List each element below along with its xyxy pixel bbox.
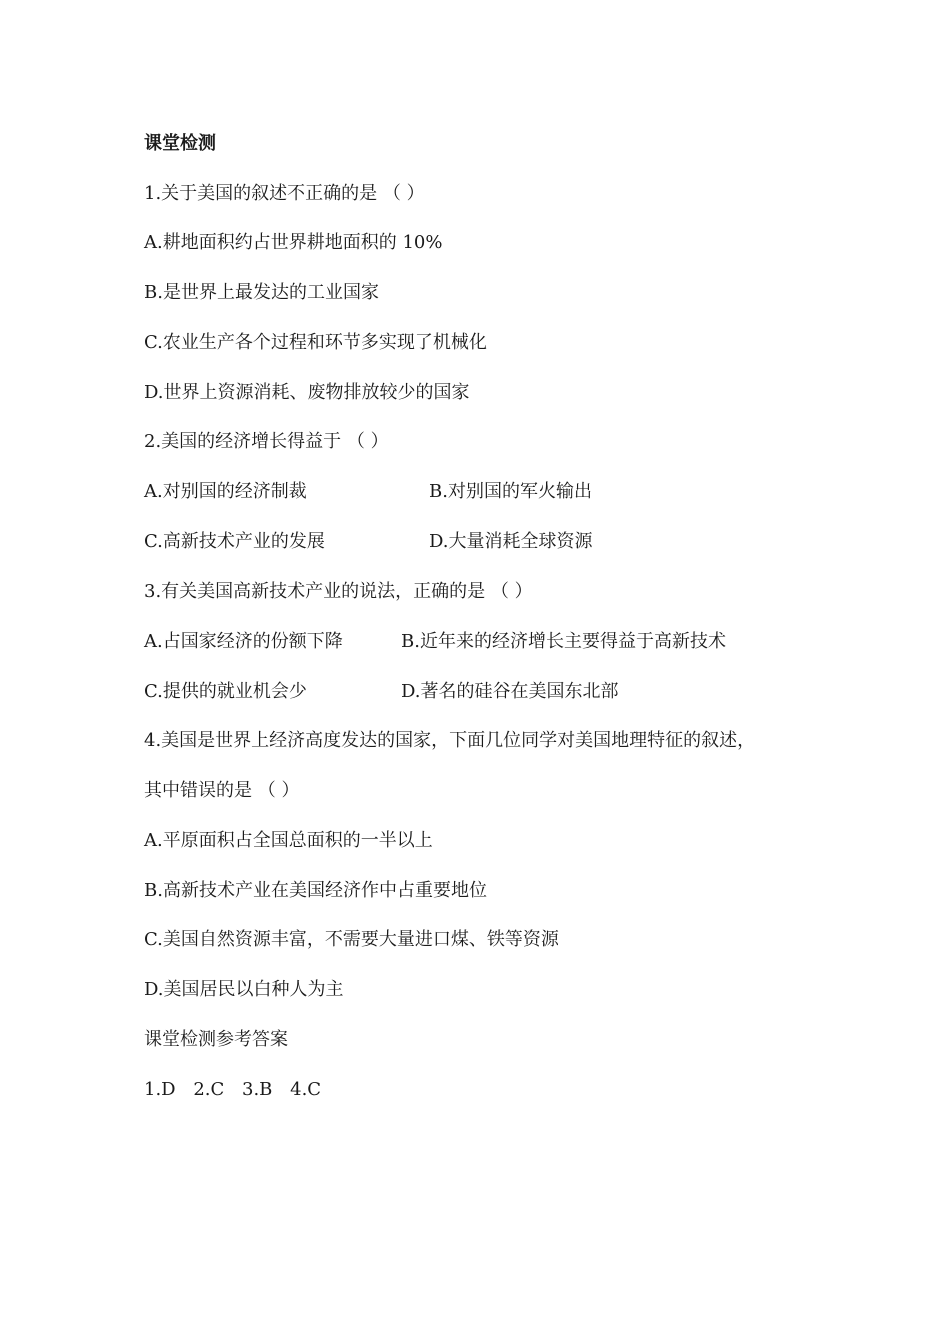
question-1-option-a: A.耕地面积约占世界耕地面积的 10% xyxy=(144,232,443,253)
question-2-options-row-1 xyxy=(144,480,844,504)
question-1-option-c: C.农业生产各个过程和环节多实现了机械化 xyxy=(144,332,487,353)
question-1-stem: 1.关于美国的叙述不正确的是 （ ） xyxy=(144,183,425,204)
question-1-option-b: B.是世界上最发达的工业国家 xyxy=(144,282,379,303)
question-2-option-d: D.大量消耗全球资源 xyxy=(429,531,593,552)
answers-title: 课堂检测参考答案 xyxy=(144,1029,288,1050)
question-3-option-d: D.著名的硅谷在美国东北部 xyxy=(401,681,619,702)
question-2-option-a: A.对别国的经济制裁 xyxy=(144,481,307,502)
question-2-option-c: C.高新技术产业的发展 xyxy=(144,531,325,552)
question-3-option-a: A.占国家经济的份额下降 xyxy=(144,631,343,652)
question-4-option-c: C.美国自然资源丰富，不需要大量进口煤、铁等资源 xyxy=(144,929,559,950)
question-2-option-b: B.对别国的军火输出 xyxy=(429,481,592,502)
question-3-options-row-2 xyxy=(144,680,844,704)
question-3-option-b: B.近年来的经济增长主要得益于高新技术 xyxy=(401,631,726,652)
question-4-option-b: B.高新技术产业在美国经济作中占重要地位 xyxy=(144,880,487,901)
question-3-stem: 3.有关美国高新技术产业的说法，正确的是 （ ） xyxy=(144,581,533,602)
question-2-stem: 2.美国的经济增长得益于 （ ） xyxy=(144,431,389,452)
question-4-stem-line-2: 其中错误的是 （ ） xyxy=(144,780,300,801)
answers-text: 1.D 2.C 3.B 4.C xyxy=(144,1079,322,1100)
question-2-options-row-2 xyxy=(144,530,844,554)
question-3-option-c: C.提供的就业机会少 xyxy=(144,681,307,702)
section-title: 课堂检测 xyxy=(144,133,216,154)
question-1-option-d: D.世界上资源消耗、废物排放较少的国家 xyxy=(144,382,470,403)
question-4-option-d: D.美国居民以白种人为主 xyxy=(144,979,344,1000)
question-3-options-row-1 xyxy=(144,630,844,654)
question-4-option-a: A.平原面积占全国总面积的一半以上 xyxy=(144,830,433,851)
question-4-stem-line-1: 4.美国是世界上经济高度发达的国家，下面几位同学对美国地理特征的叙述， xyxy=(144,730,756,751)
